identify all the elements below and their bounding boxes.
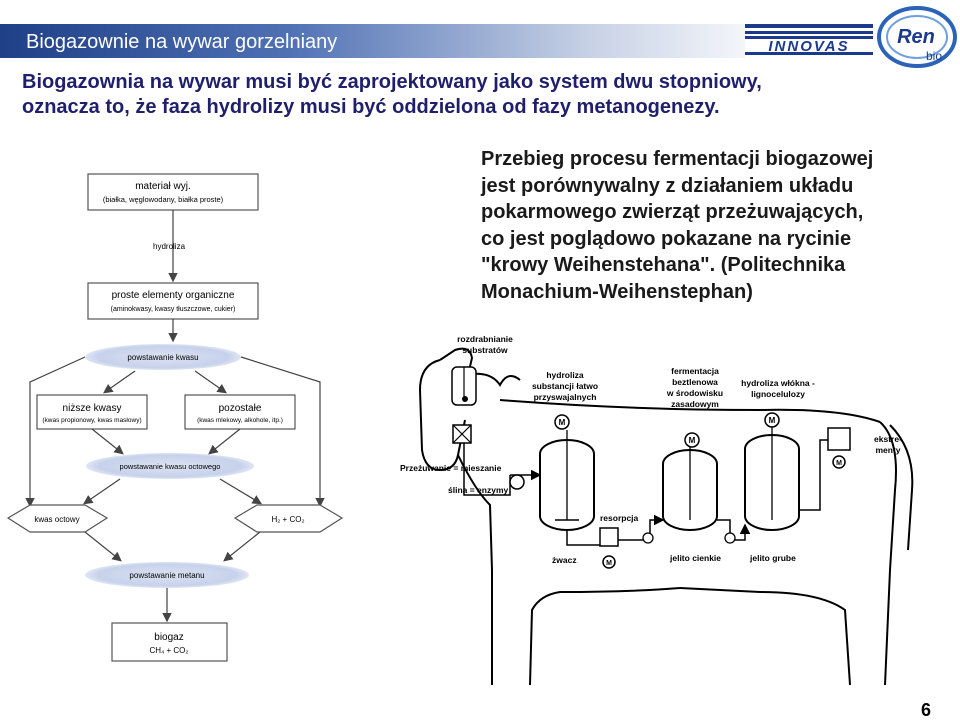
motor-label: M bbox=[688, 436, 696, 445]
fiber-hydrolysis-label-2: lignocelulozy bbox=[751, 389, 805, 399]
motor-label: M bbox=[768, 416, 776, 425]
page-number: 6 bbox=[921, 700, 932, 720]
arrow bbox=[241, 357, 320, 505]
description-text bbox=[481, 146, 941, 305]
description-line: pokarmowego zwierząt przeżuwających, bbox=[481, 201, 864, 223]
arrow bbox=[225, 532, 260, 560]
motor-label: M bbox=[606, 560, 612, 567]
acetic-acid-label: kwas octowy bbox=[34, 515, 80, 524]
simple-organics-box bbox=[88, 283, 258, 319]
arrow bbox=[85, 532, 120, 560]
innovas-logo bbox=[745, 18, 873, 58]
description-line: co jest poglądowo pokazane na rycinie bbox=[481, 227, 852, 250]
arrow bbox=[195, 371, 225, 392]
resorption-label: resorpcja bbox=[600, 513, 639, 523]
saliva-label: ślina = enzymy bbox=[448, 485, 509, 495]
outlet-shape bbox=[828, 428, 850, 450]
simple-organics-title: proste elementy organiczne bbox=[111, 290, 235, 301]
rumination-label: Przeżuwanie = mieszanie bbox=[400, 463, 502, 473]
intro-line-1: Biogazownia na wywar musi być zaprojektowany jako system dwu stopniowy, bbox=[22, 71, 762, 93]
description-line: Monachium-Weihenstephan) bbox=[481, 280, 753, 303]
intro-text bbox=[22, 70, 922, 120]
motor-label: M bbox=[558, 418, 566, 427]
excrement-label-2: menty bbox=[875, 445, 901, 455]
innovas-logo-text: INNOVAS bbox=[768, 38, 850, 55]
hydrogen-co2-label: H₂ + CO₂ bbox=[271, 515, 305, 524]
arrow bbox=[85, 479, 120, 503]
biogas-title: biogaz bbox=[154, 632, 184, 643]
description-line: Przebieg procesu fermentacji biogazowej bbox=[481, 148, 874, 170]
raw-material-box bbox=[88, 174, 258, 210]
biogas-subtitle: CH₄ + CO₂ bbox=[149, 646, 189, 655]
anaerobic-fermentation-label-4: zasadowym bbox=[671, 399, 719, 409]
acid-formation-label: powstawanie kwasu bbox=[127, 353, 199, 362]
bio-logo-text: bio bbox=[925, 49, 943, 63]
pump-icon bbox=[510, 475, 524, 489]
lower-acids-subtitle: (kwas propionowy, kwas masłowy) bbox=[42, 417, 142, 424]
intro-line-2: oznacza to, że faza hydrolizy musi być oddzielona od fazy metanogenezy. bbox=[22, 96, 720, 118]
anaerobic-fermentation-label-2: beztlenowa bbox=[672, 377, 718, 387]
description-line: jest porównywalny z działaniem układu bbox=[481, 174, 854, 197]
arrow bbox=[30, 357, 85, 505]
excrement-label-1: ekstre- bbox=[874, 434, 902, 444]
anaerobic-fermentation-label-3: w środowisku bbox=[666, 388, 724, 398]
hydrolysis-easy-label-1: hydroliza bbox=[546, 370, 584, 380]
lower-acids-title: niższe kwasy bbox=[62, 403, 122, 414]
fiber-hydrolysis-label-1: hydroliza włókna - bbox=[741, 378, 815, 388]
fermentation-flow-diagram bbox=[0, 160, 360, 720]
raw-material-title: materiał wyj. bbox=[135, 181, 191, 192]
raw-material-subtitle: (białka, węglowodany, białka proste) bbox=[102, 195, 224, 204]
arrow bbox=[220, 479, 260, 503]
arrow bbox=[210, 429, 240, 453]
hydrolysis-label: hydroliza bbox=[153, 242, 186, 251]
weihenstephan-cow-diagram bbox=[380, 330, 940, 720]
other-products-title: pozostałe bbox=[218, 403, 262, 414]
hydrolysis-easy-label-2: substancji łatwo bbox=[531, 381, 599, 391]
arrow bbox=[92, 429, 122, 453]
slide-title: Biogazownie na wywar gorzelniany bbox=[26, 31, 338, 53]
rumen-label: żwacz bbox=[552, 555, 577, 565]
ren-logo-text: Ren bbox=[897, 26, 935, 48]
large-intestine-label: jelito grube bbox=[750, 553, 796, 563]
acetic-acid-formation-label: powstawanie kwasu octowego bbox=[119, 462, 221, 471]
comminution-label-1: rozdrabnianie bbox=[457, 334, 513, 344]
ren-bio-logo bbox=[876, 4, 958, 70]
other-products-subtitle: (kwas mlekowy, alkohole, itp.) bbox=[197, 417, 283, 424]
simple-organics-subtitle: (aminokwasy, kwasy tłuszczowe, cukier) bbox=[110, 306, 236, 313]
small-intestine-label: jelito cienkie bbox=[670, 553, 722, 563]
comminution-label-2: substratów bbox=[462, 345, 508, 355]
arrow bbox=[105, 371, 135, 392]
anaerobic-fermentation-label-1: fermentacja bbox=[671, 366, 719, 376]
motor-label: M bbox=[836, 460, 842, 467]
separator-shape bbox=[600, 528, 618, 546]
description-line: "krowy Weihenstehana". (Politechnika bbox=[481, 254, 846, 276]
hydrolysis-easy-label-3: przyswajalnych bbox=[533, 392, 597, 402]
methane-formation-label: powstawanie metanu bbox=[129, 571, 205, 580]
